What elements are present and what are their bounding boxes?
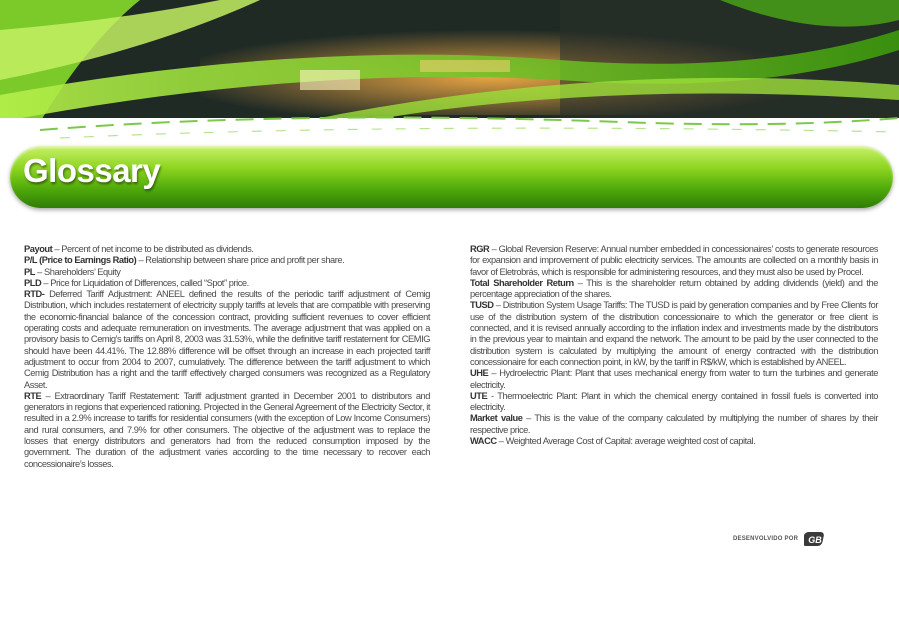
developer-logo-icon [804,530,826,548]
banner-artwork [0,0,899,122]
glossary-entry [470,368,878,391]
glossary-entry [470,436,878,447]
glossary-definition: – Extraordinary Tariff Restatement: Tariff adjustment granted in December 2001 to distributors and generators in regions that experienced rationing. Projected in the General Agreement of the Electricity Sector, it resulted in a 2.9% increase to tariffs for residential consumers (with the exception of Low Income Consumers) and rural consumers, and 7.9% for other consumers. The objective of the adjustment was to replace the losses that energy distributors and generators had from the reduced consumption imposed by the government. The duration of the adjustment varies according to the time necessary to recover each concessionaire’s losses. [24,390,430,469]
glossary-term: Market value [470,413,523,424]
glossary-term: RGR [470,244,490,254]
glossary-definition: - Thermoelectric Plant: Plant in which the chemical energy contained in fossil fuels is converted into electricity. [470,390,878,413]
glossary-column-left [24,244,430,470]
glossary-term: TUSD [470,300,494,311]
glossary-entry [24,244,430,255]
glossary-term: UHE [470,368,489,379]
page-title: Glossary [23,152,161,189]
glossary-term: P/L (Price to Earnings Ratio) [24,255,137,266]
decorative-dashed-lines [0,108,899,148]
glossary-definition: – This is the shareholder return obtained by adding dividends (yield) and the percentage appreciation of the shares. [470,277,878,300]
glossary-definition: Deferred Tariff Adjustment: ANEEL defined the results of the periodic tariff adjustment of Cemig Distribution, which includes restatement of electricity supply tariffs at levels that are compatible with preserving the economic-financial balance of the concession contract, providing sufficient revenues to cover efficient operating costs and adequate remuneration on investments. The average adjustment that was applied on a provisory basis to Cemig’s tariffs on April 8, 2003 was 31.53%, while the definitive tariff restatement for CEMIG should have been 44.41%. The 12.88% difference will be offset through an increase in each projected tariff adjustment to occur from 2004 to 2007, cumulatively. The difference between the tariff adjustment to which Cemig Distribution has a right and the tariff effectively charged consumers was recognized as a Regulatory Asset. [24,289,430,390]
glossary-definition: – Global Reversion Reserve: Annual number embedded in concessionaires’ costs to generate resources for expansion and improvement of public electricity services. The amounts are collected on a monthly basis in favor of Eletrobrás, which is responsible for administering resources, and they must also be used by Procel. [470,244,878,277]
glossary-definition: – Percent of net income to be distributed as dividends. [52,244,254,254]
glossary-entry [24,289,430,391]
glossary-term: UTE [470,390,488,401]
title-bar [10,146,893,208]
glossary-entry [470,244,878,278]
developer-credit-label: DESENVOLVIDO POR [733,536,799,542]
glossary-entry [24,267,430,278]
glossary-entry [470,300,878,368]
glossary-column-right [470,244,878,447]
glossary-term: Total Shareholder Return [470,277,574,288]
glossary-term: RTD- [24,289,45,300]
glossary-definition: – Price for Liquidation of Differences, called “Spot” price. [41,277,249,288]
glossary-definition: – Relationship between share price and profit per share. [136,255,345,266]
glossary-term: PL [24,266,35,277]
header-banner-image [0,0,899,122]
svg-text:GB: GB [808,535,822,545]
glossary-term: RTE [24,390,42,401]
glossary-term: PLD [24,277,42,288]
glossary-definition: – Weighted Average Cost of Capital: average weighted cost of capital. [496,436,756,447]
glossary-definition: – Hydroelectric Plant: Plant that uses mechanical energy from water to turn the turbines and generate electricity. [470,368,878,390]
glossary-entry [24,255,430,266]
glossary-entry [24,391,430,470]
glossary-entry [470,413,878,436]
glossary-entry [470,278,878,301]
glossary-entry [24,278,430,289]
developer-credit [733,528,826,550]
glossary-entry [470,391,878,414]
glossary-definition: – Distribution System Usage Tariffs: The TUSD is paid by generation companies and by Free Clients for use of the distribution system of the distribution concessionaire to which the generator or free client is connected, and it is revised annually according to the inflation index and investments made by the distributors in the previous year to maintain and expand the network. The amount to be paid by the user connected to the distribution system is calculated by multiplying the amount of energy contracted with the distribution concessionaire for each connection point, in kW, by the tariff in R$/kW, which is established by ANEEL. [470,300,878,367]
glossary-definition: – Shareholders’ Equity [34,266,121,277]
glossary-term: WACC [470,436,497,447]
glossary-definition: – This is the value of the company calculated by multiplying the number of shares by their respective price. [470,413,878,435]
glossary-term: Payout [24,244,53,254]
